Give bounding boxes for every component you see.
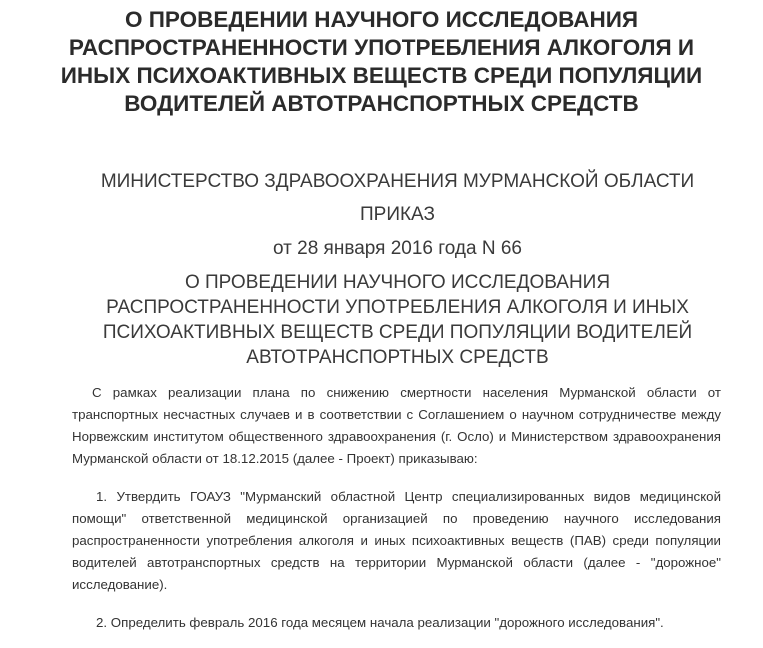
intro-paragraph: С рамках реализации плана по снижению смертности населения Мурманской области от транспортных несчастных случаев и в соответствии с Соглашением о научном сотрудничестве между Норвежским институтом общественного здравоохранения (г. Осло) и Министерством здравоохранения Мурманской области от 18.12.2015 (далее - Проект) приказываю:: [72, 385, 721, 466]
document-title-line: РАСПРОСТРАНЕННОСТИ УПОТРЕБЛЕНИЯ АЛКОГОЛЯ И ИНЫХ: [106, 297, 689, 318]
page-heading-line: РАСПРОСТРАНЕННОСТИ УПОТРЕБЛЕНИЯ АЛКОГОЛЯ И: [68, 35, 695, 60]
page-heading-line: ВОДИТЕЛЕЙ АВТОТРАНСПОРТНЫХ СРЕДСТВ: [124, 91, 639, 116]
document-title-line: О ПРОВЕДЕНИИ НАУЧНОГО ИССЛЕДОВАНИЯ: [184, 272, 611, 293]
document-title: [0, 270, 763, 370]
page-heading: [0, 6, 763, 118]
document-type: ПРИКАЗ: [360, 204, 435, 225]
order-item-1: 1. Утвердить ГОАУЗ "Мурманский областной Центр специализированных видов медицинской помощи" ответственной медицинской организацией по проведению научного исследования распространенности употребления алкоголя и иных психоактивных веществ (ПАВ) среди популяции водителей автотранспортных средств на территории Мурманской области (далее - "дорожное" исследование).: [72, 489, 721, 592]
document-date-number: от 28 января 2016 года N 66: [273, 238, 522, 259]
page-heading-line: О ПРОВЕДЕНИИ НАУЧНОГО ИССЛЕДОВАНИЯ: [124, 7, 639, 32]
issuing-organization: МИНИСТЕРСТВО ЗДРАВООХРАНЕНИЯ МУРМАНСКОЙ ОБЛАСТИ: [100, 171, 695, 192]
page-heading-line: ИНЫХ ПСИХОАКТИВНЫХ ВЕЩЕСТВ СРЕДИ ПОПУЛЯЦИИ: [60, 63, 703, 88]
order-item-2: 2. Определить февраль 2016 года месяцем начала реализации "дорожного исследования".: [96, 615, 664, 630]
document-title-line: ПСИХОАКТИВНЫХ ВЕЩЕСТВ СРЕДИ ПОПУЛЯЦИИ ВОДИТЕЛЕЙ: [102, 322, 693, 343]
document-title-line: АВТОТРАНСПОРТНЫХ СРЕДСТВ: [246, 347, 549, 368]
